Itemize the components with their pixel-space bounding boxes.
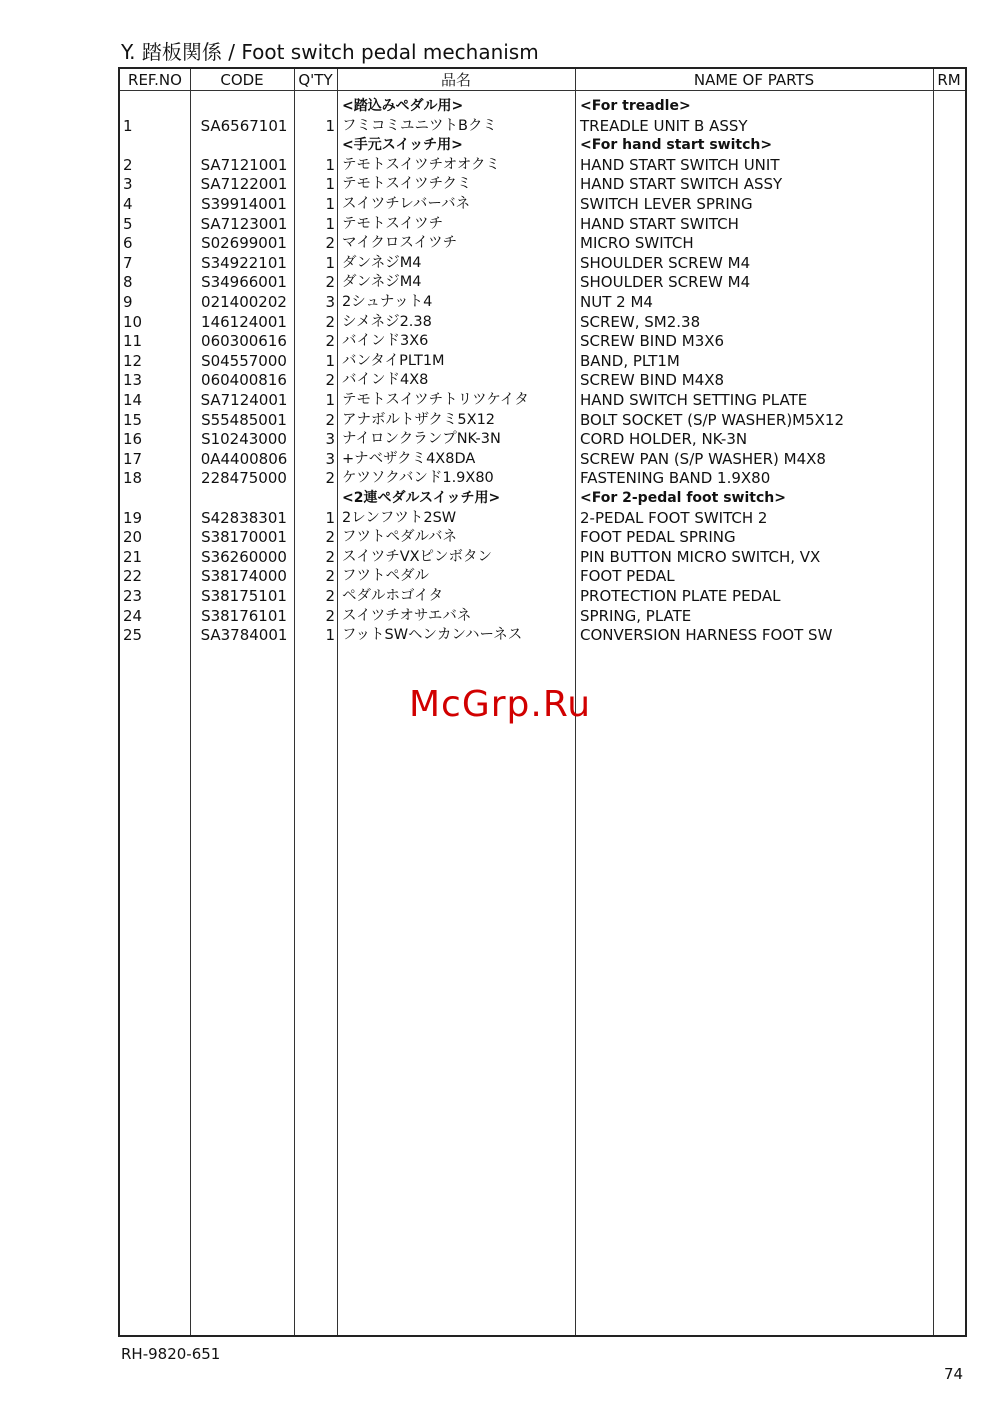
header-jp-name: 品名 [440, 71, 471, 89]
code-cell: S34922101 [201, 253, 287, 272]
part-name-cell: MICRO SWITCH [580, 234, 694, 253]
jp-name-cell: テモトスイツチトリツケイタ [342, 392, 529, 408]
jp-name-cell: スイツチレバーバネ [342, 196, 471, 212]
code-cell: 060300616 [201, 332, 287, 351]
jp-name-cell: ナイロンクランプNK-3N [342, 431, 501, 448]
ref-no-cell: 5 [123, 214, 133, 233]
ref-no-cell: 4 [123, 195, 133, 213]
page-title: Y. 踏板関係 / Foot switch pedal mechanism [121, 40, 539, 64]
part-name-cell: PIN BUTTON MICRO SWITCH, VX [580, 547, 821, 566]
ref-no-cell: 23 [123, 587, 143, 605]
ref-no-cell: 16 [123, 430, 143, 449]
jp-name-cell: テモトスイツチクミ [342, 176, 472, 193]
part-name-cell: HAND START SWITCH [580, 214, 739, 233]
jp-name-cell: フットSWヘンカンハーネス [342, 627, 523, 644]
qty-cell: 3 [325, 449, 335, 468]
qty-cell: 1 [325, 116, 335, 135]
part-name-cell: CONVERSION HARNESS FOOT SW [580, 626, 833, 645]
qty-cell: 1 [325, 508, 335, 527]
header-name-of-parts: NAME OF PARTS [693, 71, 815, 89]
table-row [120, 469, 965, 489]
ref-no-cell: 12 [123, 351, 143, 370]
table-row [120, 273, 965, 293]
code-cell: SA7123001 [200, 214, 288, 233]
jp-name-cell: +ナベザクミ4X8DA [342, 450, 476, 467]
ref-no-cell: 17 [123, 449, 143, 468]
jp-name-cell: バンタイPLT1M [342, 352, 445, 369]
code-cell: S36260000 [201, 547, 287, 566]
part-name-cell: <For hand start switch> [580, 137, 773, 154]
ref-no-cell: 14 [123, 391, 143, 409]
header-ref: REF.NO [128, 71, 182, 89]
watermark: McGrp.Ru [408, 684, 592, 725]
jp-name-cell: バインド4X8 [342, 372, 429, 389]
part-name-cell: <For 2-pedal foot switch> [580, 490, 786, 506]
ref-no-cell: 22 [123, 567, 143, 586]
table-row [120, 587, 965, 607]
jp-name-cell: テモトスイツチ [342, 215, 444, 232]
code-cell: S04557000 [201, 351, 287, 370]
ref-no-cell: 9 [123, 293, 133, 311]
header-divider [120, 90, 965, 91]
code-cell: 021400202 [201, 293, 287, 311]
table-row [120, 254, 965, 274]
qty-cell: 2 [325, 587, 335, 605]
part-name-cell: SHOULDER SCREW M4 [580, 253, 751, 272]
header-rm: RM [937, 71, 961, 89]
code-cell: 0A4400806 [200, 449, 288, 468]
part-name-cell: PROTECTION PLATE PEDAL [580, 587, 781, 605]
qty-cell: 1 [325, 195, 335, 213]
jp-name-cell: 2レンフツト2SW [342, 509, 457, 526]
part-name-cell: CORD HOLDER, NK-3N [580, 430, 748, 449]
ref-no-cell: 19 [123, 508, 143, 527]
part-name-cell: HAND START SWITCH UNIT [580, 155, 780, 174]
table-row [120, 156, 965, 176]
table-row [120, 567, 965, 587]
ref-no-cell: 20 [123, 528, 143, 547]
qty-cell: 2 [325, 371, 335, 390]
table-row [120, 293, 965, 313]
table-row [120, 607, 965, 627]
page-number: 74 [944, 1365, 964, 1383]
part-name-cell: BOLT SOCKET (S/P WASHER)M5X12 [580, 410, 845, 429]
part-name-cell: <For treadle> [580, 98, 691, 114]
qty-cell: 1 [325, 175, 335, 194]
part-name-cell: BAND, PLT1M [580, 351, 680, 370]
qty-cell: 2 [325, 410, 335, 429]
qty-cell: 2 [325, 567, 335, 586]
jp-name-cell: アナボルトザクミ5X12 [342, 411, 496, 428]
part-name-cell: FOOT PEDAL [580, 567, 675, 586]
ref-no-cell: 6 [123, 234, 133, 253]
part-name-cell: SCREW BIND M3X6 [580, 332, 725, 351]
ref-no-cell: 3 [123, 175, 133, 194]
qty-cell: 2 [325, 469, 335, 488]
part-name-cell: TREADLE UNIT B ASSY [580, 116, 748, 135]
table-row [120, 626, 965, 646]
code-cell: SA6567101 [200, 116, 288, 135]
jp-name-cell: バインド3X6 [342, 333, 429, 350]
part-name-cell: NUT 2 M4 [580, 293, 653, 311]
qty-cell: 2 [325, 234, 335, 253]
ref-no-cell: 24 [123, 606, 143, 625]
qty-cell: 1 [325, 155, 335, 174]
ref-no-cell: 25 [123, 626, 143, 645]
part-name-cell: HAND START SWITCH ASSY [580, 175, 783, 194]
qty-cell: 2 [325, 312, 335, 331]
code-cell: S38176101 [201, 606, 287, 625]
part-name-cell: SCREW BIND M4X8 [580, 371, 725, 390]
document-code: RH-9820-651 [121, 1345, 221, 1363]
table-row [120, 352, 965, 372]
jp-name-cell: スイツチオサエバネ [342, 607, 472, 624]
jp-name-cell: シメネジ2.38 [342, 313, 432, 330]
table-row [120, 391, 965, 411]
header-qty: Q'TY [298, 71, 333, 89]
header-code: CODE [220, 71, 264, 89]
part-name-cell: SCREW PAN (S/P WASHER) M4X8 [580, 449, 826, 468]
code-cell: 146124001 [201, 312, 287, 331]
jp-name-cell: スイツチVXピンボタン [342, 548, 493, 565]
table-row [120, 215, 965, 235]
section-header-row [120, 136, 965, 156]
ref-no-cell: 18 [123, 469, 143, 488]
code-cell: S10243000 [201, 430, 287, 449]
table-row [120, 411, 965, 431]
code-cell: S55485001 [201, 410, 287, 429]
qty-cell: 3 [325, 430, 335, 449]
ref-no-cell: 11 [123, 332, 143, 351]
jp-name-cell: <2連ペダルスイッチ用> [342, 490, 501, 506]
part-name-cell: SHOULDER SCREW M4 [580, 273, 751, 292]
code-cell: SA7122001 [200, 175, 288, 194]
table-row [120, 509, 965, 529]
table-row [120, 234, 965, 254]
jp-name-cell: ダンネジM4 [342, 254, 422, 271]
code-cell: SA3784001 [200, 626, 288, 645]
code-cell: S38174000 [201, 567, 287, 586]
jp-name-cell: ダンネジM4 [342, 274, 422, 291]
qty-cell: 2 [325, 528, 335, 547]
jp-name-cell: 2シュナット4 [342, 294, 433, 310]
jp-name-cell: マイクロスイツチ [342, 235, 458, 252]
jp-name-cell: ペダルホゴイタ [342, 588, 444, 604]
code-cell: SA7124001 [200, 391, 288, 409]
qty-cell: 2 [325, 606, 335, 625]
ref-no-cell: 21 [123, 547, 143, 566]
ref-no-cell: 10 [123, 312, 143, 331]
table-row [120, 528, 965, 548]
part-name-cell: SWITCH LEVER SPRING [580, 195, 753, 213]
code-cell: 060400816 [201, 371, 287, 390]
jp-name-cell: テモトスイツチオオクミ [342, 156, 501, 173]
code-cell: S34966001 [201, 273, 287, 292]
qty-cell: 2 [325, 547, 335, 566]
table-row [120, 195, 965, 215]
qty-cell: 2 [325, 273, 335, 292]
ref-no-cell: 15 [123, 410, 143, 429]
part-name-cell: SCREW, SM2.38 [580, 312, 701, 331]
qty-cell: 1 [325, 391, 335, 409]
qty-cell: 1 [325, 214, 335, 233]
code-cell: S02699001 [201, 234, 287, 253]
code-cell: S38170001 [201, 528, 287, 547]
section-header-row [120, 97, 965, 117]
jp-name-cell: ケツソクバンド1.9X80 [342, 470, 494, 487]
ref-no-cell: 13 [123, 371, 143, 390]
qty-cell: 3 [325, 293, 335, 311]
jp-name-cell: フミコミユニツトBクミ [342, 117, 497, 134]
jp-name-cell: フツトペダル [342, 568, 429, 585]
ref-no-cell: 7 [123, 253, 133, 272]
part-name-cell: FASTENING BAND 1.9X80 [580, 469, 771, 488]
jp-name-cell: フツトペダルバネ [342, 529, 457, 546]
qty-cell: 1 [325, 351, 335, 370]
jp-name-cell: <手元スイッチ用> [342, 137, 463, 154]
code-cell: S42838301 [201, 508, 287, 527]
table-row [120, 332, 965, 352]
table-row [120, 313, 965, 333]
ref-no-cell: 8 [123, 273, 133, 292]
code-cell: 228475000 [201, 469, 287, 488]
part-name-cell: 2-PEDAL FOOT SWITCH 2 [580, 508, 768, 527]
part-name-cell: HAND SWITCH SETTING PLATE [580, 391, 808, 409]
table-row [120, 450, 965, 470]
table-row [120, 117, 965, 137]
jp-name-cell: <踏込みペダル用> [342, 98, 464, 114]
qty-cell: 2 [325, 332, 335, 351]
table-row [120, 548, 965, 568]
qty-cell: 1 [325, 253, 335, 272]
section-header-row [120, 489, 965, 509]
part-name-cell: SPRING, PLATE [580, 606, 692, 625]
code-cell: S38175101 [201, 587, 287, 605]
qty-cell: 1 [325, 626, 335, 645]
ref-no-cell: 2 [123, 155, 133, 174]
table-row [120, 430, 965, 450]
code-cell: SA7121001 [200, 155, 288, 174]
ref-no-cell: 1 [123, 116, 133, 135]
code-cell: S39914001 [201, 195, 287, 213]
table-row [120, 175, 965, 195]
table-row [120, 371, 965, 391]
part-name-cell: FOOT PEDAL SPRING [580, 528, 736, 547]
